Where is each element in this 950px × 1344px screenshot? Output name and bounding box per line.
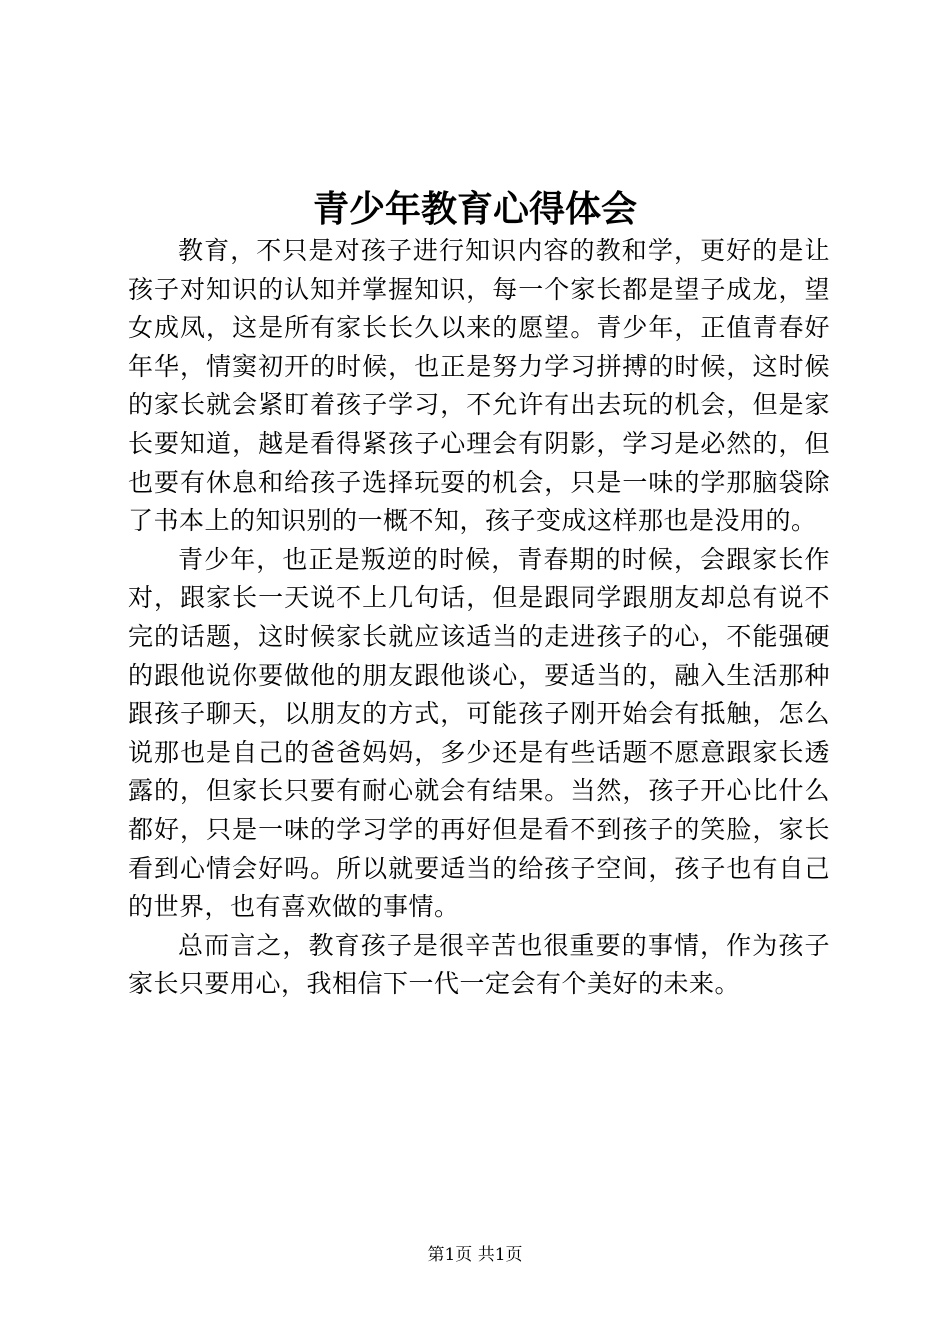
paragraph-1: 教育，不只是对孩子进行知识内容的教和学，更好的是让孩子对知识的认知并掌握知识，每一个家长都是望子成龙，望女成凤，这是所有家长长久以来的愿望。青少年，正值青春好年华，情窦初开的时候，也正是努力学习拼搏的时候，这时候的家长就会紧盯着孩子学习，不允许有出去玩的机会，但是家长要知道，越是看得紧孩子心理会有阴影，学习是必然的，但也要有休息和给孩子选择玩耍的机会，只是一味的学那脑袋除了书本上的知识别的一概不知，孩子变成这样那也是没用的。 [128,236,830,536]
page-footer [0,1243,950,1267]
page-number-current: 第1页 [427,1245,473,1265]
document-title: 青少年教育心得体会 [312,188,637,230]
page-number-total: 共1页 [477,1245,523,1265]
paragraph-3: 总而言之，教育孩子是很辛苦也很重要的事情，作为孩子家长只要用心，我相信下一代一定会有个美好的未来。 [128,930,830,999]
document-body [128,232,830,1004]
paragraph-2: 青少年，也正是叛逆的时候，青春期的时候，会跟家长作对，跟家长一天说不上几句话，但是跟同学跟朋友却总有说不完的话题，这时候家长就应该适当的走进孩子的心，不能强硬的跟他说你要做他的朋友跟他谈心，要适当的，融入生活那种跟孩子聊天，以朋友的方式，可能孩子刚开始会有抵触，怎么说那也是自己的爸爸妈妈，多少还是有些话题不愿意跟家长透露的，但家长只要有耐心就会有结果。当然，孩子开心比什么都好，只是一味的学习学的再好但是看不到孩子的笑脸，家长看到心情会好吗。所以就要适当的给孩子空间，孩子也有自己的世界，也有喜欢做的事情。 [128,544,830,922]
